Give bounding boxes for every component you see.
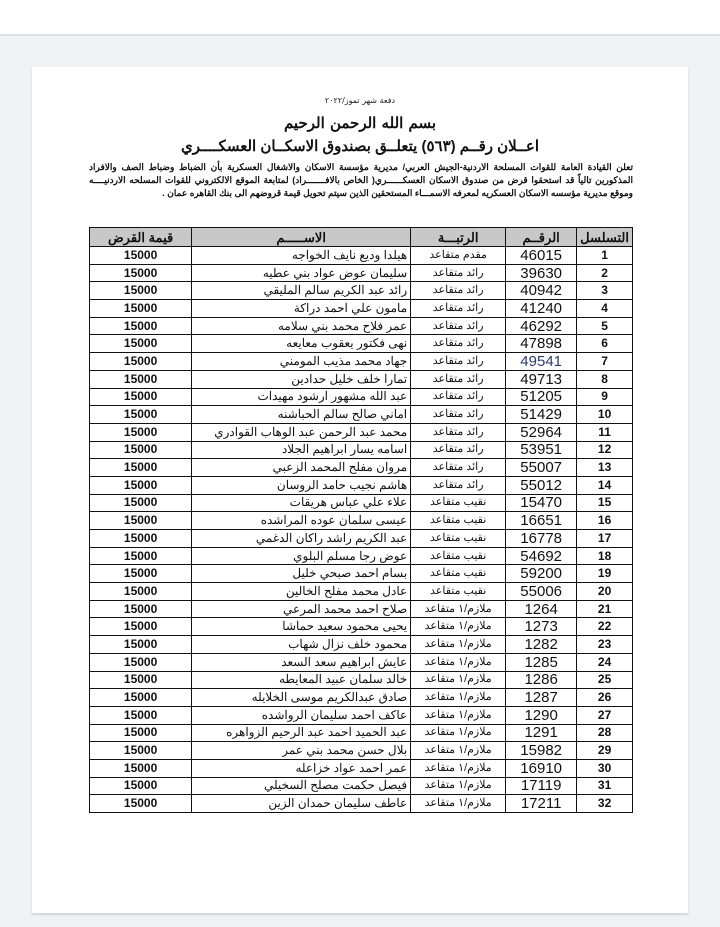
cell-serial: 25 <box>577 671 633 689</box>
cell-rank: ملازم/١ متقاعد <box>411 759 506 777</box>
cell-serial: 10 <box>577 406 633 424</box>
basmala: بسم الله الرحمن الرحيم <box>283 114 437 132</box>
cell-loan: 15000 <box>90 530 192 548</box>
cell-number: 51429 <box>506 406 577 424</box>
cell-loan: 15000 <box>90 512 192 530</box>
cell-rank: رائد متقاعد <box>411 441 506 459</box>
cell-rank: رائد متقاعد <box>411 459 506 477</box>
table-row <box>90 618 633 636</box>
cell-rank: ملازم/١ متقاعد <box>411 653 506 671</box>
cell-number: 16910 <box>506 759 577 777</box>
cell-serial: 2 <box>577 264 633 282</box>
table-row <box>90 671 633 689</box>
cell-loan: 15000 <box>90 264 192 282</box>
cell-number: 49541 <box>506 353 577 371</box>
cell-number: 1285 <box>506 653 577 671</box>
table-row <box>90 547 633 565</box>
cell-loan: 15000 <box>90 636 192 654</box>
cell-rank: رائد متقاعد <box>411 353 506 371</box>
cell-serial: 11 <box>577 423 633 441</box>
cell-loan: 15000 <box>90 583 192 601</box>
cell-name: بلال حسن محمد بني عمر <box>192 742 411 760</box>
cell-rank: نقيب متقاعد <box>411 547 506 565</box>
cell-name: محمد عبد الرحمن عبد الوهاب القوادري <box>192 423 411 441</box>
cell-loan: 15000 <box>90 317 192 335</box>
top-bar <box>0 0 720 36</box>
cell-number: 1273 <box>506 618 577 636</box>
cell-loan: 15000 <box>90 671 192 689</box>
header-rank: الرتبـــة <box>411 228 506 247</box>
cell-serial: 4 <box>577 300 633 318</box>
cell-name: مروان مفلح المحمد الزعبي <box>192 459 411 477</box>
cell-loan: 15000 <box>90 795 192 813</box>
cell-rank: ملازم/١ متقاعد <box>411 636 506 654</box>
cell-loan: 15000 <box>90 600 192 618</box>
cell-loan: 15000 <box>90 653 192 671</box>
cell-name: صلاح احمد محمد المرعي <box>192 600 411 618</box>
cell-serial: 3 <box>577 282 633 300</box>
cell-name: تمارا خلف خليل حدادين <box>192 370 411 388</box>
cell-serial: 13 <box>577 459 633 477</box>
cell-loan: 15000 <box>90 689 192 707</box>
cell-loan: 15000 <box>90 406 192 424</box>
table-row <box>90 583 633 601</box>
cell-rank: نقيب متقاعد <box>411 583 506 601</box>
cell-loan: 15000 <box>90 547 192 565</box>
table-row <box>90 247 633 265</box>
cell-loan: 15000 <box>90 459 192 477</box>
cell-serial: 26 <box>577 689 633 707</box>
cell-serial: 6 <box>577 335 633 353</box>
cell-rank: ملازم/١ متقاعد <box>411 724 506 742</box>
cell-name: خالد سلمان عبيد المعايطه <box>192 671 411 689</box>
cell-rank: رائد متقاعد <box>411 317 506 335</box>
table-row <box>90 353 633 371</box>
cell-serial: 14 <box>577 476 633 494</box>
cell-serial: 19 <box>577 565 633 583</box>
cell-serial: 1 <box>577 247 633 265</box>
cell-serial: 27 <box>577 706 633 724</box>
cell-number: 15982 <box>506 742 577 760</box>
cell-serial: 23 <box>577 636 633 654</box>
cell-number: 51205 <box>506 388 577 406</box>
cell-number: 17119 <box>506 777 577 795</box>
table-row <box>90 476 633 494</box>
cell-serial: 28 <box>577 724 633 742</box>
cell-loan: 15000 <box>90 759 192 777</box>
cell-rank: رائد متقاعد <box>411 406 506 424</box>
announcement-paragraph: تعلن القيادة العامة للقوات المسلحة الاردنية-الجيش العربي/ مديرية مؤسسة الاسكان والاشغال العسكرية بأن الضباط وضباط الصف والافراد المذكورين تالياً قد استحقوا قرض من صندوق الاسكان العسكــــــري( الخاص بالافـــــــراد) لمتابعة الموقع الالكتروني للقوات المسلحه الاردنيــــه وموقع مديرية مؤسسه الاسكان العسكريه لمعرفه الاسمـــاء المستحقين الذين سيتم تحويل قيمة قروضهم الى بنك القاهره عمان . <box>89 162 633 198</box>
cell-loan: 15000 <box>90 724 192 742</box>
cell-loan: 15000 <box>90 282 192 300</box>
cell-name: بسام احمد صبحي خليل <box>192 565 411 583</box>
table-row <box>90 530 633 548</box>
document-page <box>32 67 688 913</box>
cell-rank: رائد متقاعد <box>411 300 506 318</box>
table-row <box>90 706 633 724</box>
cell-number: 55012 <box>506 476 577 494</box>
cell-name: يحيى محمود سعيد حماشا <box>192 618 411 636</box>
table-row <box>90 459 633 477</box>
cell-rank: رائد متقاعد <box>411 388 506 406</box>
cell-serial: 12 <box>577 441 633 459</box>
cell-number: 46015 <box>506 247 577 265</box>
cell-number: 1287 <box>506 689 577 707</box>
cell-loan: 15000 <box>90 353 192 371</box>
cell-number: 16651 <box>506 512 577 530</box>
cell-number: 40942 <box>506 282 577 300</box>
cell-rank: ملازم/١ متقاعد <box>411 742 506 760</box>
cell-number: 54692 <box>506 547 577 565</box>
cell-name: عاطف سليمان حمدان الزين <box>192 795 411 813</box>
cell-rank: رائد متقاعد <box>411 423 506 441</box>
table-row <box>90 795 633 813</box>
table-row <box>90 724 633 742</box>
cell-number: 39630 <box>506 264 577 282</box>
cell-serial: 32 <box>577 795 633 813</box>
cell-name: عادل محمد مفلح الخالين <box>192 583 411 601</box>
cell-rank: ملازم/١ متقاعد <box>411 689 506 707</box>
cell-rank: رائد متقاعد <box>411 370 506 388</box>
cell-name: نهى فكتور يعقوب معايعه <box>192 335 411 353</box>
cell-rank: مقدم متقاعد <box>411 247 506 265</box>
cell-loan: 15000 <box>90 441 192 459</box>
cell-name: سليمان عوض عواد بني عطيه <box>192 264 411 282</box>
cell-number: 46292 <box>506 317 577 335</box>
cell-serial: 29 <box>577 742 633 760</box>
cell-serial: 16 <box>577 512 633 530</box>
cell-loan: 15000 <box>90 300 192 318</box>
cell-serial: 31 <box>577 777 633 795</box>
cell-serial: 21 <box>577 600 633 618</box>
cell-number: 1291 <box>506 724 577 742</box>
loan-table <box>89 227 633 813</box>
cell-loan: 15000 <box>90 565 192 583</box>
table-row <box>90 565 633 583</box>
cell-rank: نقيب متقاعد <box>411 512 506 530</box>
cell-loan: 15000 <box>90 423 192 441</box>
table-row <box>90 689 633 707</box>
cell-number: 1282 <box>506 636 577 654</box>
cell-rank: ملازم/١ متقاعد <box>411 777 506 795</box>
cell-rank: نقيب متقاعد <box>411 565 506 583</box>
table-row <box>90 388 633 406</box>
cell-loan: 15000 <box>90 742 192 760</box>
cell-rank: ملازم/١ متقاعد <box>411 706 506 724</box>
cell-name: عوض رجا مسلم البلوي <box>192 547 411 565</box>
table-row <box>90 600 633 618</box>
cell-number: 1286 <box>506 671 577 689</box>
cell-loan: 15000 <box>90 777 192 795</box>
cell-name: صادق عبدالكريم موسى الخلايله <box>192 689 411 707</box>
cell-number: 15470 <box>506 494 577 512</box>
cell-name: جهاد محمد مذيب المومني <box>192 353 411 371</box>
header-name: الاســـــم <box>192 228 411 247</box>
cell-serial: 7 <box>577 353 633 371</box>
cell-name: هاشم نجيب حامد الروسان <box>192 476 411 494</box>
cell-name: رائد عبد الكريم سالم المليقي <box>192 282 411 300</box>
cell-number: 52964 <box>506 423 577 441</box>
cell-serial: 18 <box>577 547 633 565</box>
cell-number: 55007 <box>506 459 577 477</box>
table-row <box>90 636 633 654</box>
table-row <box>90 370 633 388</box>
table-row <box>90 494 633 512</box>
cell-loan: 15000 <box>90 494 192 512</box>
table-row <box>90 423 633 441</box>
cell-name: علاء علي عباس هريقات <box>192 494 411 512</box>
table-header-row <box>90 228 633 247</box>
table-row <box>90 742 633 760</box>
cell-number: 55006 <box>506 583 577 601</box>
table-row <box>90 335 633 353</box>
cell-number: 1290 <box>506 706 577 724</box>
cell-loan: 15000 <box>90 476 192 494</box>
header-number: الرقــم <box>506 228 577 247</box>
cell-name: عمر احمد عواد خزاعله <box>192 759 411 777</box>
cell-number: 16778 <box>506 530 577 548</box>
table-row <box>90 441 633 459</box>
cell-rank: ملازم/١ متقاعد <box>411 795 506 813</box>
announcement-title: اعــلان رقــم (٥٦٣) يتعلــق بصندوق الاسكــان العسكــــري <box>180 138 540 155</box>
date-line: دفعة شهر تموز/٢٠٢٢ <box>324 96 396 105</box>
cell-number: 59200 <box>506 565 577 583</box>
cell-loan: 15000 <box>90 388 192 406</box>
cell-number: 41240 <box>506 300 577 318</box>
cell-loan: 15000 <box>90 370 192 388</box>
cell-serial: 30 <box>577 759 633 777</box>
cell-loan: 15000 <box>90 618 192 636</box>
cell-name: اماني صالح سالم الحباشنه <box>192 406 411 424</box>
cell-name: عاكف احمد سليمان الرواشده <box>192 706 411 724</box>
cell-serial: 8 <box>577 370 633 388</box>
cell-serial: 24 <box>577 653 633 671</box>
cell-rank: نقيب متقاعد <box>411 530 506 548</box>
cell-rank: رائد متقاعد <box>411 335 506 353</box>
table-row <box>90 777 633 795</box>
cell-loan: 15000 <box>90 706 192 724</box>
cell-rank: نقيب متقاعد <box>411 494 506 512</box>
cell-name: مامون علي احمد دراكة <box>192 300 411 318</box>
cell-name: عبد الكريم راشد راكان الدغمي <box>192 530 411 548</box>
cell-name: عبد الحميد احمد عبد الرحيم الزواهره <box>192 724 411 742</box>
cell-rank: رائد متقاعد <box>411 282 506 300</box>
cell-number: 53951 <box>506 441 577 459</box>
cell-rank: رائد متقاعد <box>411 476 506 494</box>
cell-name: عايش ابراهيم سعد السعد <box>192 653 411 671</box>
cell-serial: 17 <box>577 530 633 548</box>
cell-rank: ملازم/١ متقاعد <box>411 671 506 689</box>
table-row <box>90 300 633 318</box>
cell-loan: 15000 <box>90 335 192 353</box>
table-row <box>90 512 633 530</box>
table-row <box>90 264 633 282</box>
cell-name: اسامه يسار ابراهيم الجلاد <box>192 441 411 459</box>
cell-number: 17211 <box>506 795 577 813</box>
cell-number: 47898 <box>506 335 577 353</box>
cell-rank: رائد متقاعد <box>411 264 506 282</box>
cell-serial: 5 <box>577 317 633 335</box>
cell-serial: 9 <box>577 388 633 406</box>
cell-name: عبد الله مشهور ارشود مهيدات <box>192 388 411 406</box>
cell-name: محمود خلف نزال شهاب <box>192 636 411 654</box>
header-serial: التسلسل <box>577 228 633 247</box>
table-row <box>90 317 633 335</box>
cell-rank: ملازم/١ متقاعد <box>411 600 506 618</box>
cell-serial: 20 <box>577 583 633 601</box>
cell-name: هيلدا وديع نايف الخواجه <box>192 247 411 265</box>
cell-name: فيصل حكمت مصلح السخيلي <box>192 777 411 795</box>
cell-number: 49713 <box>506 370 577 388</box>
header-loan: قيمة القرض <box>90 228 192 247</box>
cell-serial: 22 <box>577 618 633 636</box>
cell-loan: 15000 <box>90 247 192 265</box>
table-row <box>90 653 633 671</box>
cell-name: عمر فلاح محمد بني سلامه <box>192 317 411 335</box>
cell-rank: ملازم/١ متقاعد <box>411 618 506 636</box>
cell-serial: 15 <box>577 494 633 512</box>
table-row <box>90 406 633 424</box>
table-row <box>90 282 633 300</box>
cell-number: 1264 <box>506 600 577 618</box>
cell-name: عيسى سلمان عوده المراشده <box>192 512 411 530</box>
table-row <box>90 759 633 777</box>
